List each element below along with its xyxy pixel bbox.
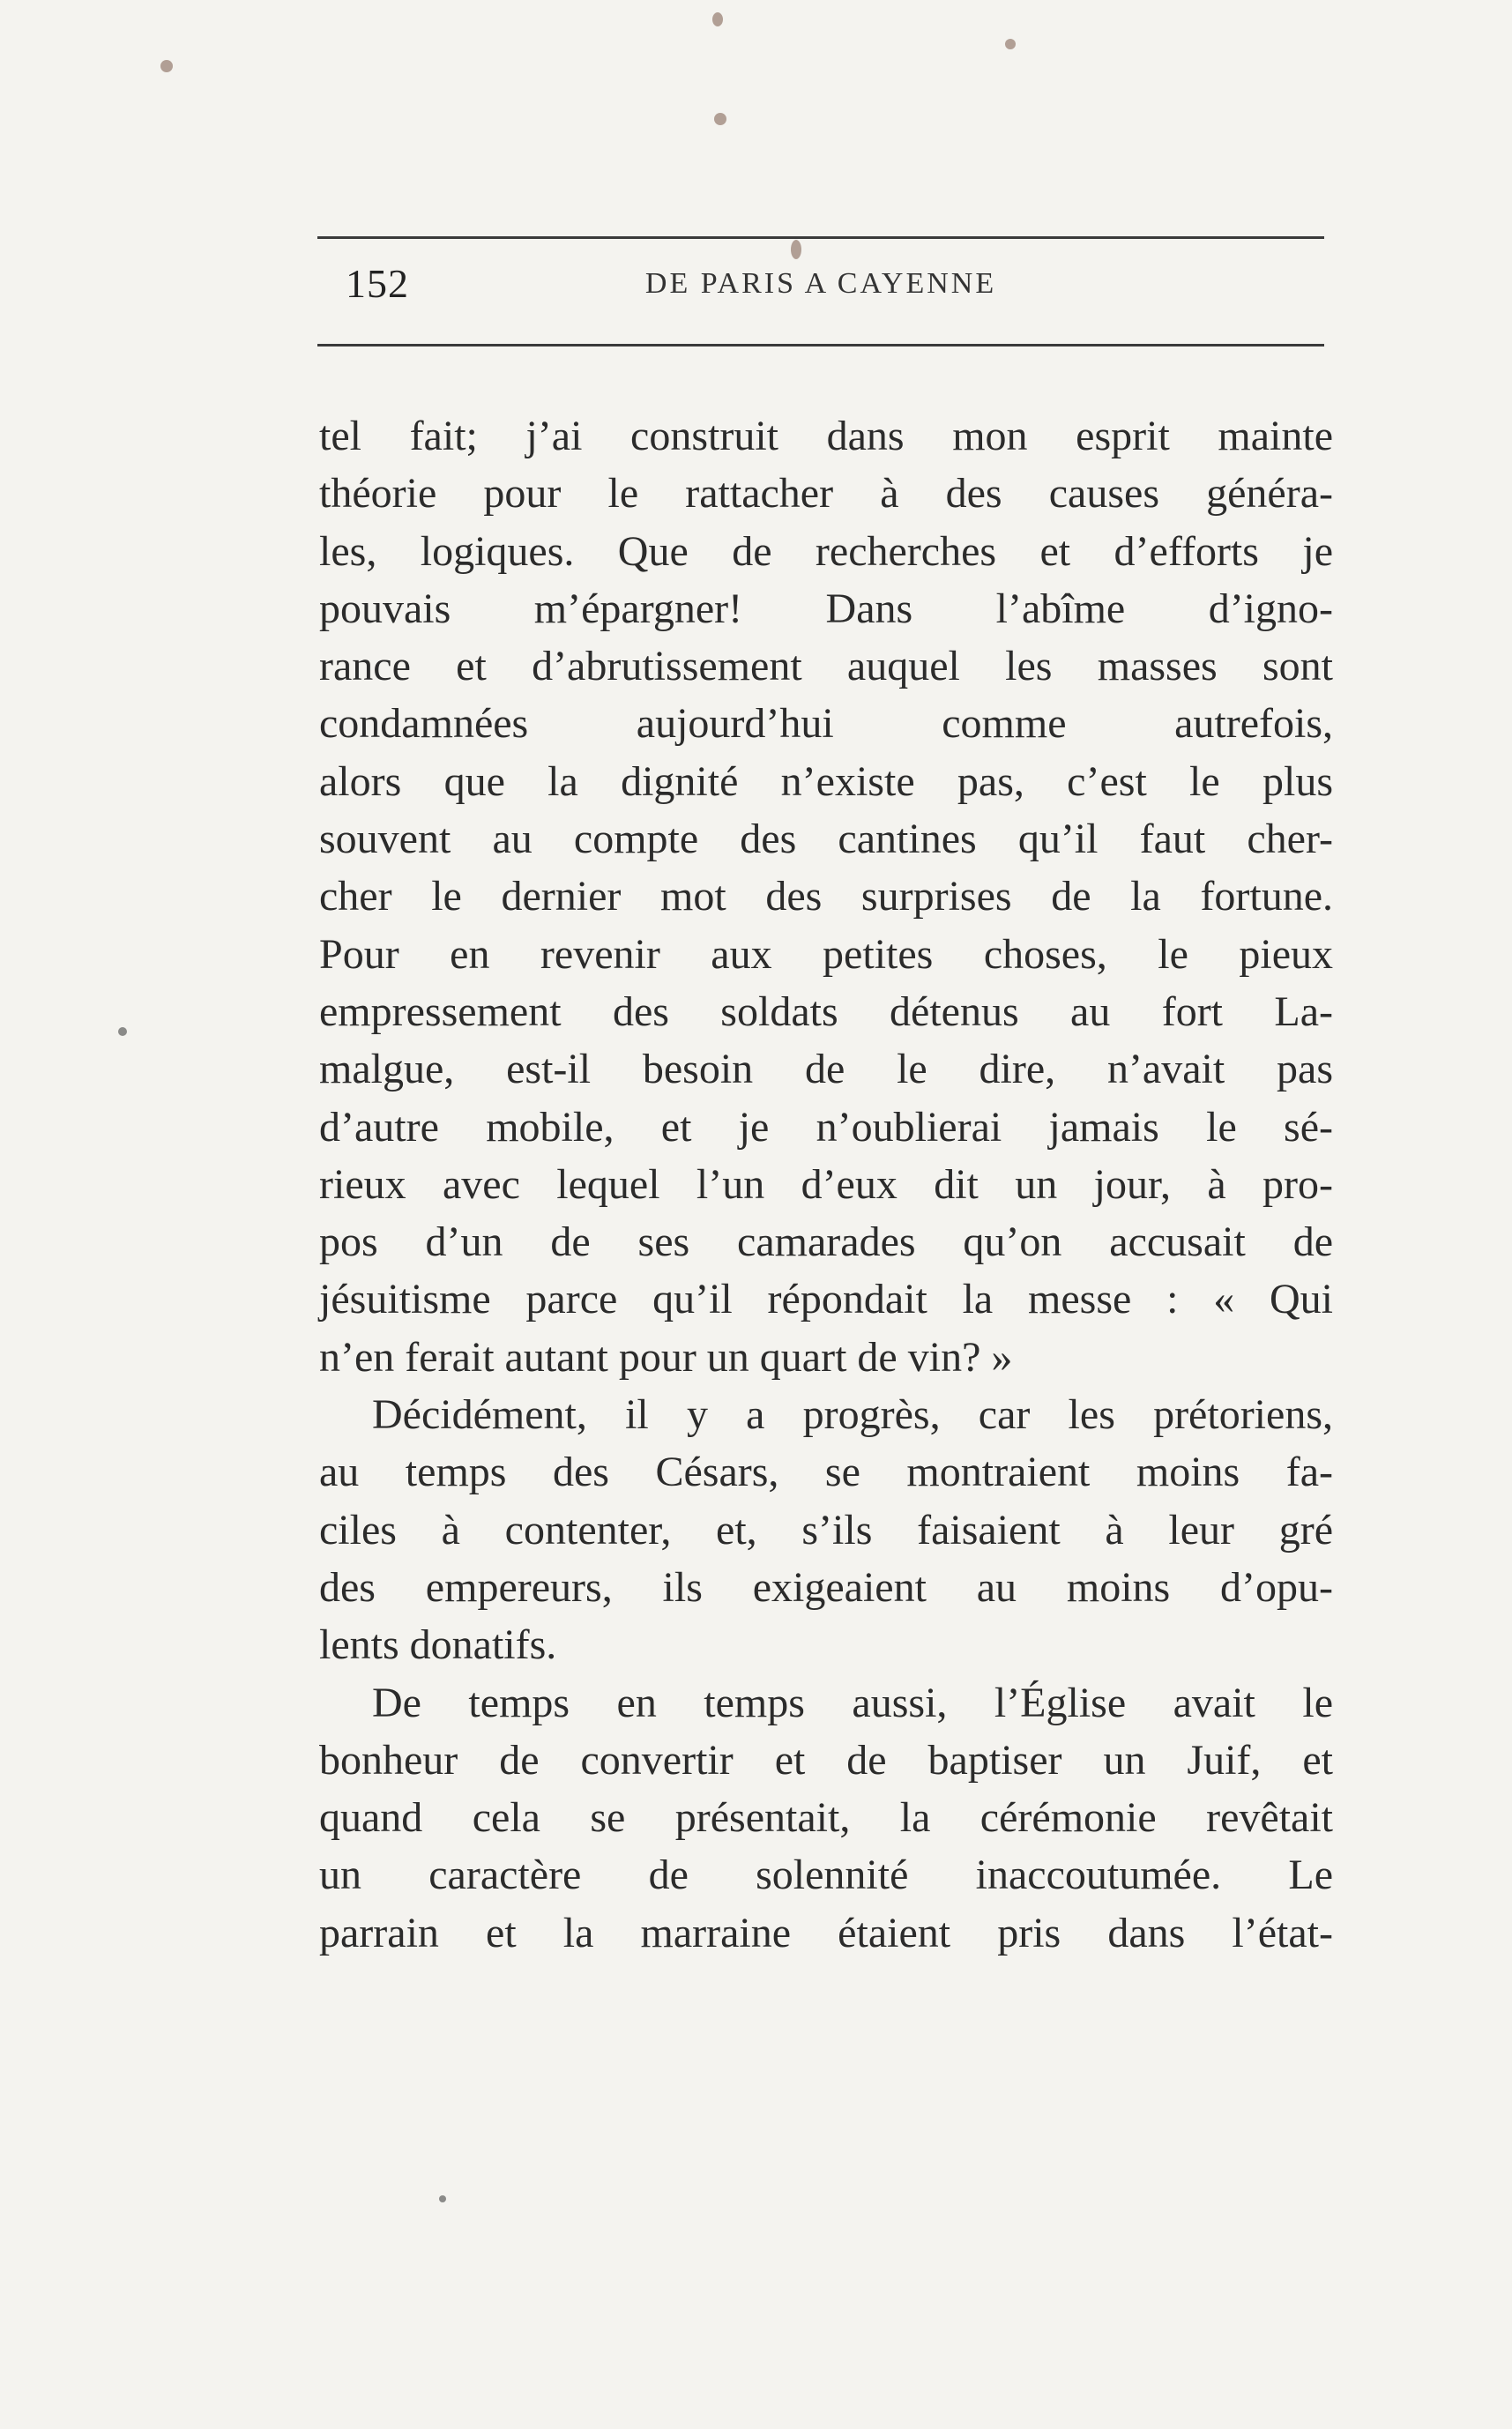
- text-line: rieux avec lequel l’un d’eux dit un jour, à pro-: [319, 1160, 1333, 1208]
- text-line: d’autre mobile, et je n’oublierai jamais le sé-: [319, 1103, 1333, 1151]
- text-line: lents donatifs.: [319, 1621, 557, 1669]
- header-rule-top: [317, 236, 1324, 239]
- text-line: rance et d’abrutissement auquel les masses sont: [319, 643, 1333, 690]
- page-number: 152: [346, 261, 409, 306]
- text-line: bonheur de convertir et de baptiser un Juif, et: [319, 1736, 1333, 1784]
- paper-speck: [714, 113, 726, 125]
- text-line: pouvais m’épargner! Dans l’abîme d’igno-: [319, 585, 1333, 632]
- text-line: Décidément, il y a progrès, car les prétoriens,: [372, 1391, 1333, 1439]
- text-line: un caractère de solennité inaccoutumée. Le: [319, 1852, 1333, 1899]
- text-line: souvent au compte des cantines qu’il faut cher-: [319, 816, 1333, 863]
- text-line: malgue, est-il besoin de le dire, n’avait pas: [319, 1046, 1333, 1093]
- text-line: De temps en temps aussi, l’Église avait le: [372, 1679, 1333, 1726]
- text-line: ciles à contenter, et, s’ils faisaient à leur gré: [319, 1506, 1333, 1554]
- text-line: les, logiques. Que de recherches et d’efforts je: [319, 527, 1333, 575]
- text-line: n’en ferait autant pour un quart de vin? »: [319, 1333, 1013, 1381]
- text-line: théorie pour le rattacher à des causes généra-: [319, 470, 1333, 518]
- paper-speck: [1005, 39, 1016, 49]
- paper-speck: [712, 12, 723, 26]
- text-line: condamnées aujourd’hui comme autrefois,: [319, 700, 1333, 748]
- text-line: tel fait; j’ai construit dans mon esprit mainte: [319, 413, 1333, 459]
- text-line: cher le dernier mot des surprises de la fortune.: [319, 873, 1333, 920]
- paper-speck: [160, 60, 173, 72]
- text-line: au temps des Césars, se montraient moins fa-: [319, 1449, 1333, 1496]
- body-text: [319, 407, 1333, 1962]
- header-rule-bottom: [317, 344, 1324, 346]
- text-line: pos d’un de ses camarades qu’on accusait de: [319, 1218, 1333, 1266]
- paper-speck: [791, 240, 801, 259]
- running-head: [317, 260, 1324, 322]
- paper-speck: [439, 2195, 446, 2202]
- text-line: Pour en revenir aux petites choses, le pieux: [319, 930, 1333, 978]
- text-line: jésuitisme parce qu’il répondait la messe : « Qui: [319, 1276, 1333, 1323]
- text-line: alors que la dignité n’existe pas, c’est le plus: [319, 757, 1333, 805]
- text-line: des empereurs, ils exigeaient au moins d’opu-: [319, 1563, 1333, 1611]
- text-line: quand cela se présentait, la cérémonie revêtait: [319, 1794, 1333, 1842]
- paper-speck: [118, 1027, 127, 1036]
- running-title: DE PARIS A CAYENNE: [644, 267, 997, 300]
- text-line: parrain et la marraine étaient pris dans l’état-: [319, 1909, 1333, 1956]
- text-line: empressement des soldats détenus au fort La-: [319, 987, 1333, 1035]
